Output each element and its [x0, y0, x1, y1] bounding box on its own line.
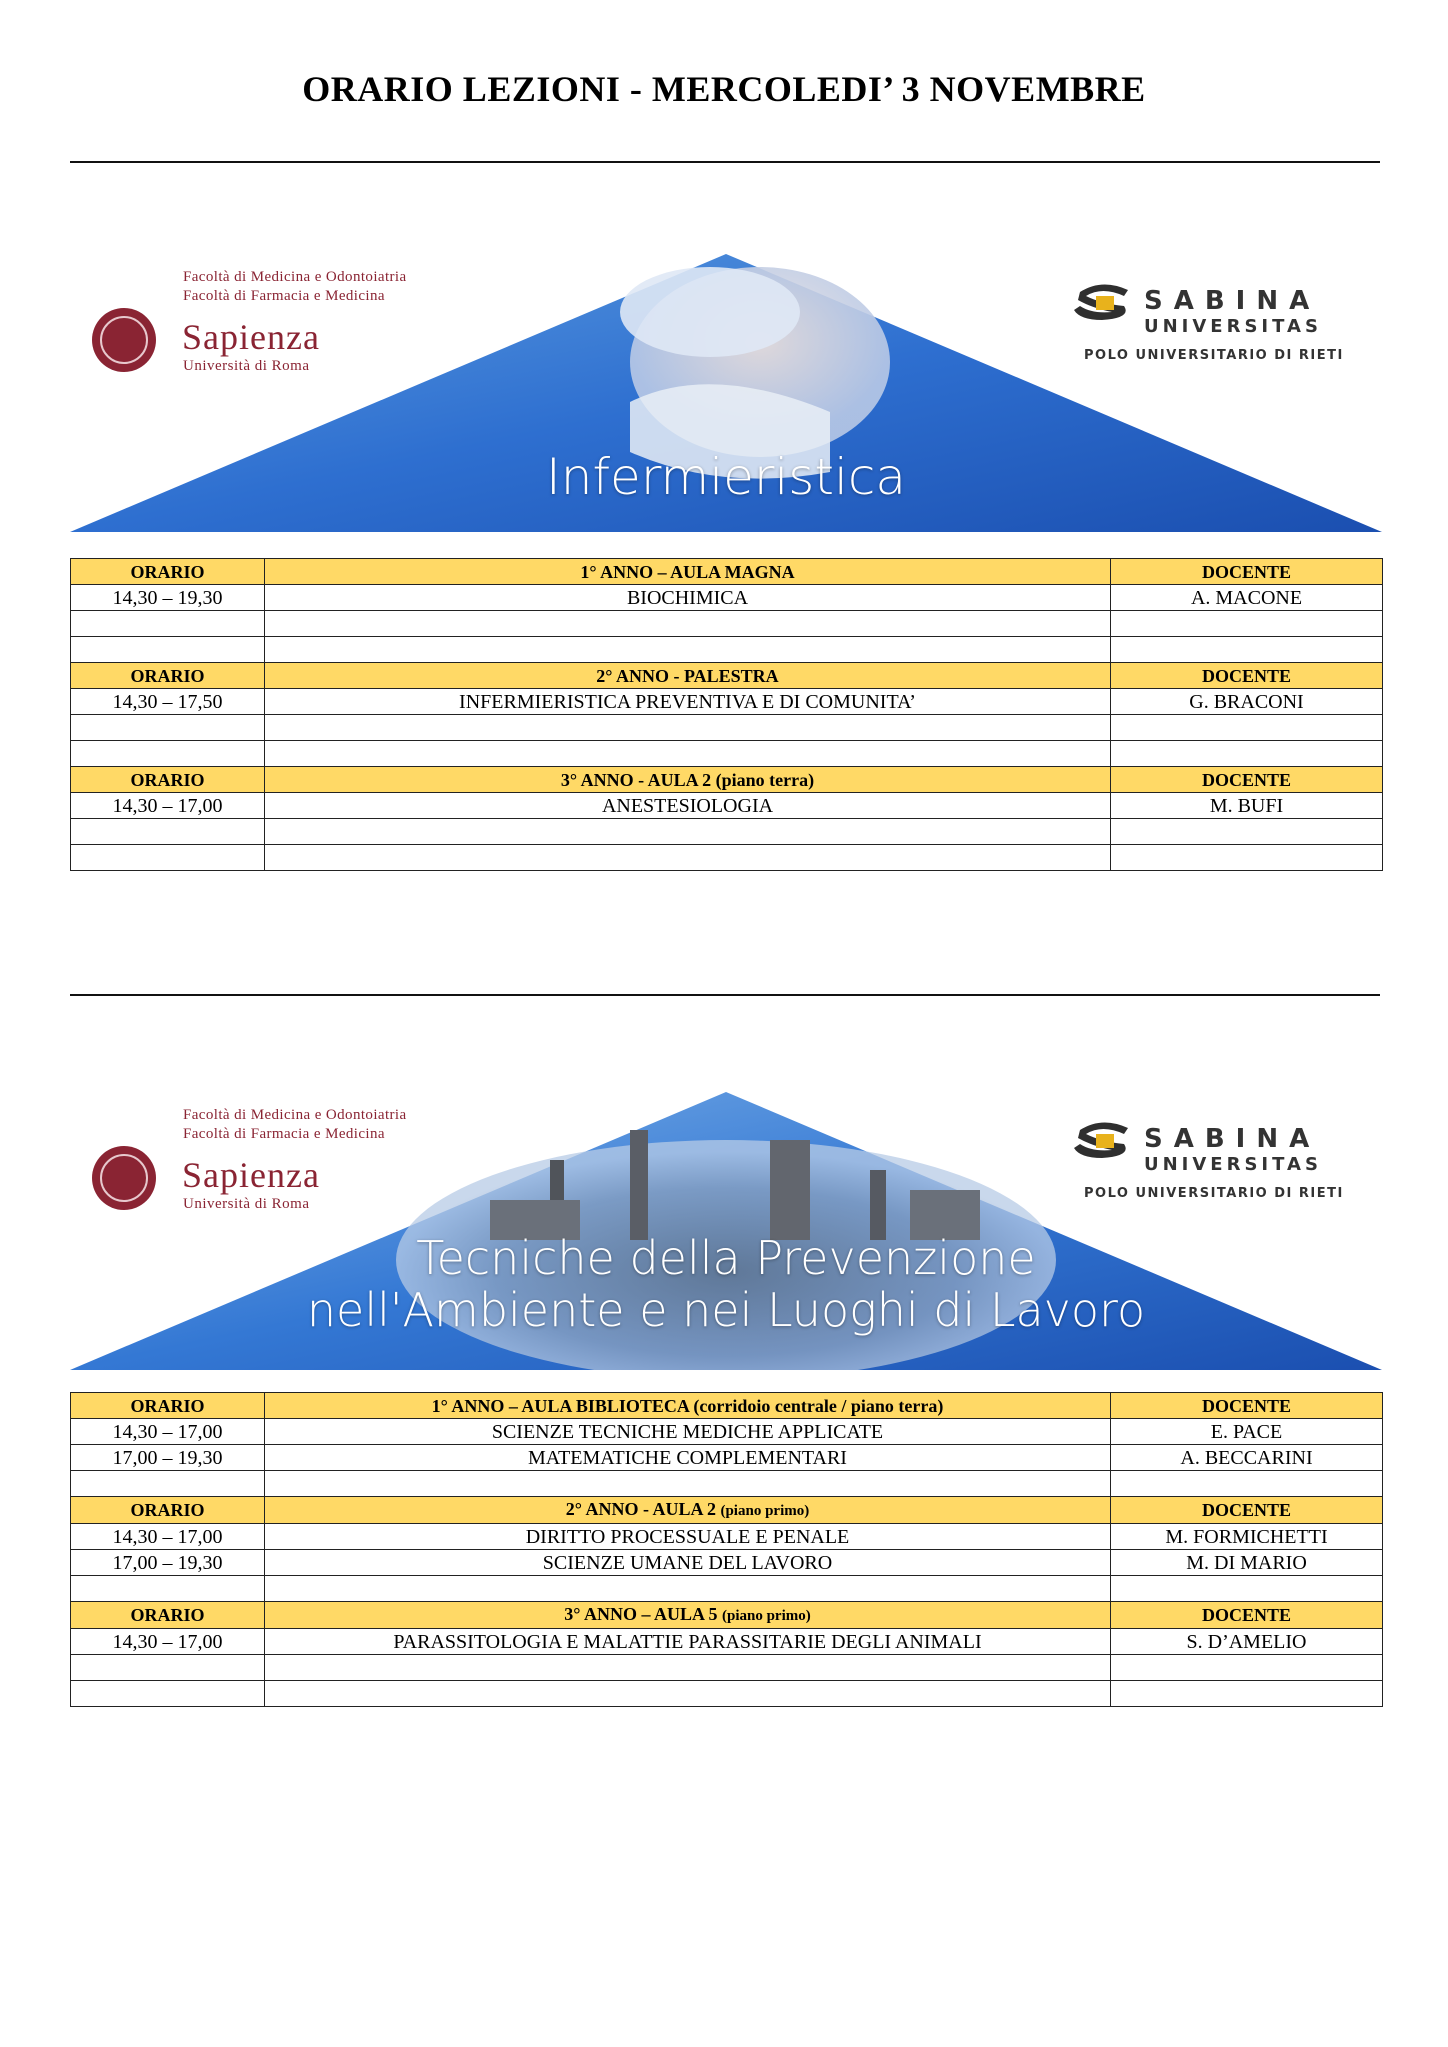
cell-subject: PARASSITOLOGIA E MALATTIE PARASSITARIE DEGLI ANIMALI — [265, 1629, 1111, 1655]
cell-teacher: M. DI MARIO — [1111, 1550, 1383, 1576]
header-orario: ORARIO — [71, 1497, 265, 1524]
banner-title — [70, 1232, 1382, 1336]
cell-time: 14,30 – 17,00 — [71, 1524, 265, 1550]
cell-subject: INFERMIERISTICA PREVENTIVA E DI COMUNITA’ — [265, 689, 1111, 715]
cell-time — [71, 611, 265, 637]
faculty-line-2: Facoltà di Farmacia e Medicina — [183, 1126, 385, 1142]
cell-time — [71, 819, 265, 845]
header-room — [265, 1497, 1111, 1524]
table-row-empty — [71, 741, 1383, 767]
sabina-line-3: POLO UNIVERSITARIO DI RIETI — [1084, 1186, 1344, 1201]
table-row — [71, 1524, 1383, 1550]
sapienza-seal-icon — [92, 308, 156, 372]
sapienza-seal-icon — [92, 1146, 156, 1210]
page-title: ORARIO LEZIONI - MERCOLEDI’ 3 NOVEMBRE — [302, 69, 1146, 109]
table-header-row — [71, 1602, 1383, 1629]
header-orario: ORARIO — [71, 559, 265, 585]
cell-subject — [265, 715, 1111, 741]
table-row — [71, 793, 1383, 819]
cell-time: 14,30 – 17,00 — [71, 1419, 265, 1445]
divider-middle — [70, 994, 1380, 996]
sabina-line-1: SABINA — [1144, 286, 1321, 316]
table-row-empty — [71, 1576, 1383, 1602]
sabina-line-2: UNIVERSITAS — [1144, 1154, 1322, 1175]
table-row — [71, 715, 1383, 741]
table-row-empty — [71, 1471, 1383, 1497]
cell-subject — [265, 819, 1111, 845]
sabina-line-1: SABINA — [1144, 1124, 1321, 1154]
table-row — [71, 1681, 1383, 1707]
cell-subject: BIOCHIMICA — [265, 585, 1111, 611]
table-row — [71, 845, 1383, 871]
cell-time — [71, 845, 265, 871]
cell-teacher — [1111, 819, 1383, 845]
cell-subject: MATEMATICHE COMPLEMENTARI — [265, 1445, 1111, 1471]
header-docente: DOCENTE — [1111, 767, 1383, 793]
sapienza-subtitle: Università di Roma — [183, 1196, 310, 1212]
table-header-row — [71, 1393, 1383, 1419]
sabina-logo — [1072, 1120, 1362, 1210]
table-row — [71, 585, 1383, 611]
header-orario: ORARIO — [71, 767, 265, 793]
banner-title-line-2: nell'Ambiente e nei Luoghi di Lavoro — [306, 1283, 1146, 1337]
cell-teacher — [1111, 1655, 1383, 1681]
cell-teacher: E. PACE — [1111, 1419, 1383, 1445]
header-room: 1° ANNO – AULA MAGNA — [265, 559, 1111, 585]
cell-teacher — [1111, 1681, 1383, 1707]
header-room: 1° ANNO – AULA BIBLIOTECA (corridoio centrale / piano terra) — [265, 1393, 1111, 1419]
cell-time: 17,00 – 19,30 — [71, 1445, 265, 1471]
table-row — [71, 1445, 1383, 1471]
table-row — [71, 1629, 1383, 1655]
cell-teacher: M. FORMICHETTI — [1111, 1524, 1383, 1550]
table-row — [71, 1655, 1383, 1681]
sapienza-subtitle: Università di Roma — [183, 358, 310, 374]
table-header-row — [71, 663, 1383, 689]
schedule-table-infermieristica — [70, 558, 1383, 871]
sabina-line-2: UNIVERSITAS — [1144, 316, 1322, 337]
header-room: 2° ANNO - PALESTRA — [265, 663, 1111, 689]
header-docente: DOCENTE — [1111, 1393, 1383, 1419]
table-header-row — [71, 1497, 1383, 1524]
header-room-note: (piano primo) — [721, 1608, 811, 1624]
sabina-mark-icon — [1072, 282, 1132, 322]
cell-teacher — [1111, 715, 1383, 741]
banner-title-line-1: Tecniche della Prevenzione — [416, 1231, 1036, 1285]
table-row-empty — [71, 637, 1383, 663]
header-room-note: (piano primo) — [720, 1503, 810, 1519]
header-docente: DOCENTE — [1111, 1497, 1383, 1524]
table-row — [71, 611, 1383, 637]
cell-subject — [265, 611, 1111, 637]
header-room: 3° ANNO - AULA 2 (piano terra) — [265, 767, 1111, 793]
schedule-table-tecniche-prevenzione — [70, 1392, 1383, 1707]
cell-subject: SCIENZE UMANE DEL LAVORO — [265, 1550, 1111, 1576]
banner-infermieristica — [70, 252, 1382, 532]
banner-title: Infermieristica — [546, 448, 906, 506]
cell-time: 14,30 – 17,00 — [71, 793, 265, 819]
cell-teacher — [1111, 611, 1383, 637]
cell-teacher: A. MACONE — [1111, 585, 1383, 611]
sabina-mark-icon — [1072, 1120, 1132, 1160]
cell-time — [71, 1655, 265, 1681]
header-room — [265, 1602, 1111, 1629]
cell-subject: ANESTESIOLOGIA — [265, 793, 1111, 819]
table-header-row — [71, 767, 1383, 793]
header-docente: DOCENTE — [1111, 559, 1383, 585]
header-room-label: 2° ANNO - AULA 2 — [565, 1499, 716, 1519]
header-orario: ORARIO — [71, 663, 265, 689]
table-row — [71, 1419, 1383, 1445]
cell-time — [71, 715, 265, 741]
sapienza-wordmark: Sapienza — [182, 317, 320, 357]
cell-time: 14,30 – 19,30 — [71, 585, 265, 611]
cell-time: 14,30 – 17,00 — [71, 1629, 265, 1655]
cell-teacher: A. BECCARINI — [1111, 1445, 1383, 1471]
cell-subject: SCIENZE TECNICHE MEDICHE APPLICATE — [265, 1419, 1111, 1445]
header-orario: ORARIO — [71, 1393, 265, 1419]
cell-teacher: M. BUFI — [1111, 793, 1383, 819]
sabina-logo — [1072, 282, 1362, 372]
table-row — [71, 819, 1383, 845]
cell-time: 14,30 – 17,50 — [71, 689, 265, 715]
cell-subject — [265, 1681, 1111, 1707]
header-orario: ORARIO — [71, 1602, 265, 1629]
table-row — [71, 1550, 1383, 1576]
divider-top — [70, 161, 1380, 163]
header-docente: DOCENTE — [1111, 663, 1383, 689]
cell-teacher: S. D’AMELIO — [1111, 1629, 1383, 1655]
cell-subject — [265, 1655, 1111, 1681]
sapienza-wordmark: Sapienza — [182, 1155, 320, 1195]
cell-teacher — [1111, 845, 1383, 871]
faculty-line-2: Facoltà di Farmacia e Medicina — [183, 288, 385, 304]
cell-time: 17,00 – 19,30 — [71, 1550, 265, 1576]
header-room-label: 3° ANNO – AULA 5 — [564, 1604, 718, 1624]
table-row — [71, 689, 1383, 715]
header-docente: DOCENTE — [1111, 1602, 1383, 1629]
cell-subject: DIRITTO PROCESSUALE E PENALE — [265, 1524, 1111, 1550]
sabina-line-3: POLO UNIVERSITARIO DI RIETI — [1084, 348, 1344, 363]
faculty-line-1: Facoltà di Medicina e Odontoiatria — [183, 1107, 407, 1123]
cell-subject — [265, 845, 1111, 871]
cell-teacher: G. BRACONI — [1111, 689, 1383, 715]
faculty-line-1: Facoltà di Medicina e Odontoiatria — [183, 269, 407, 285]
table-header-row — [71, 559, 1383, 585]
banner-tecniche-prevenzione — [70, 1090, 1382, 1370]
cell-time — [71, 1681, 265, 1707]
